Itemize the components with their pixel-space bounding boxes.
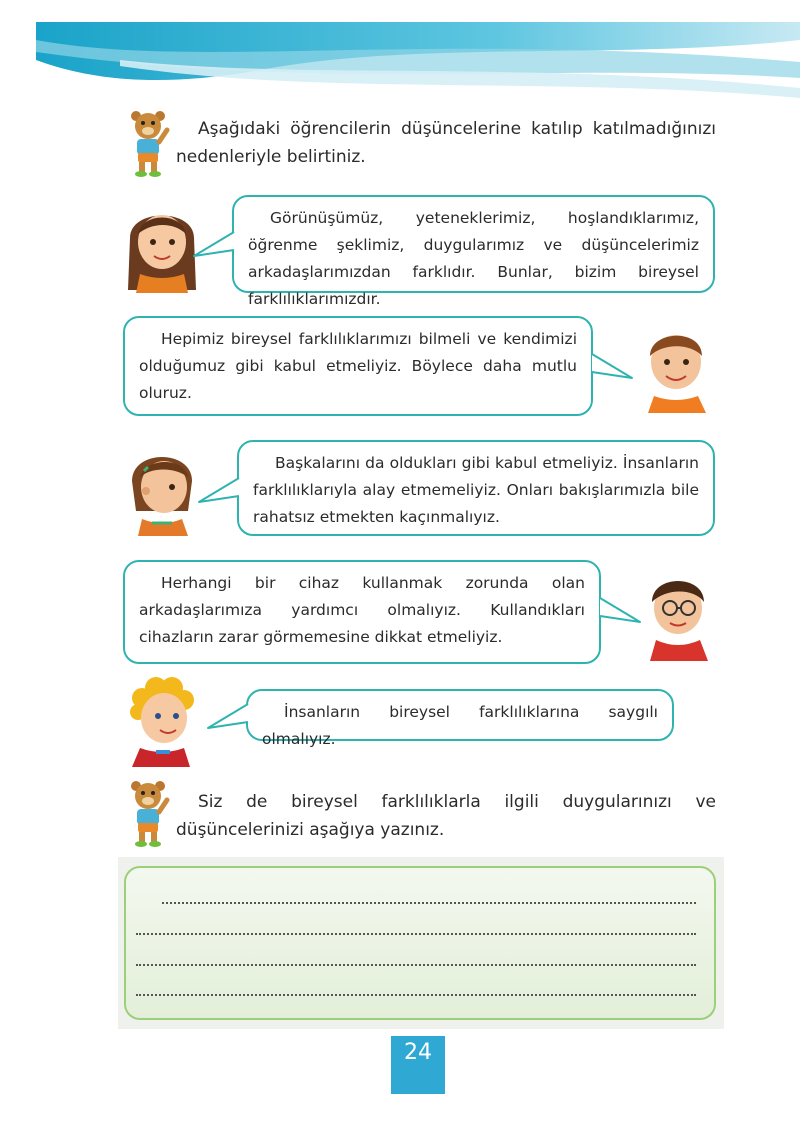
boy-curly-hair-illustration	[122, 672, 202, 767]
boy-glasses-illustration	[640, 566, 720, 661]
writing-line-2[interactable]	[136, 933, 696, 935]
speech-bubble-1	[232, 195, 715, 308]
instruction-text	[176, 788, 716, 844]
writing-line-3[interactable]	[136, 964, 696, 966]
bubble-tail-5	[206, 702, 250, 736]
speech-text-4: Herhangi bir cihaz kullanmak zorunda olan arkadaşlarımıza yardımcı olmalıyız. Kullandıkları cihazların zarar görmemesine dikkat etmeliyiz.	[139, 574, 585, 646]
speech-bubble-2	[123, 316, 593, 416]
boy-orange-shirt-illustration	[636, 318, 716, 413]
bubble-tail-4	[598, 596, 642, 630]
child-hearing-aid-illustration	[122, 441, 202, 536]
page-number-badge	[391, 1036, 445, 1094]
speech-text-3: Başkalarını da oldukları gibi kabul etmeliyiz. İnsanların farklılıklarıyla alay etmemeliyiz. Onları bakışlarımızla bile rahatsız etmekten kaçınmalıyız.	[253, 454, 699, 526]
instruction-text	[176, 115, 716, 171]
speech-text-5: İnsanların bireysel farklılıklarına saygılı olmalıyız.	[262, 703, 658, 748]
speech-bubble-4	[123, 560, 601, 664]
speech-text-2: Hepimiz bireysel farklılıklarımızı bilmeli ve kendimizi olduğumuz gibi kabul etmeliyiz. Böylece daha mutlu oluruz.	[139, 330, 577, 402]
writing-line-4[interactable]	[136, 994, 696, 996]
header-wave-decoration	[0, 0, 800, 110]
speech-text-1: Görünüşümüz, yeteneklerimiz, hoşlandıklarımız, öğrenme şeklimiz, duygularımız ve düşüncelerimiz arkadaşlarımızdan farklıdır. Bunlar, bizim bireysel farklılıklarımızdır.	[248, 209, 699, 308]
instruction-1: Aşağıdaki öğrencilerin düşüncelerine katılıp katılmadığınızı nedenleriyle belirtiniz.	[176, 119, 716, 167]
bubble-tail-1	[192, 230, 236, 264]
bear-mascot-icon	[126, 108, 170, 178]
writing-line-1[interactable]	[162, 902, 696, 904]
writing-area[interactable]	[124, 866, 716, 1020]
instruction-2: Siz de bireysel farklılıklarla ilgili duygularınızı ve düşüncelerinizi aşağıya yazınız.	[176, 792, 716, 840]
bear-mascot-icon	[126, 778, 170, 848]
bubble-tail-2	[590, 352, 634, 386]
girl-long-hair-illustration	[122, 198, 202, 293]
speech-bubble-5	[246, 689, 674, 748]
speech-bubble-3	[237, 440, 715, 536]
bubble-tail-3	[197, 476, 241, 510]
page-number: 24	[404, 1040, 432, 1065]
